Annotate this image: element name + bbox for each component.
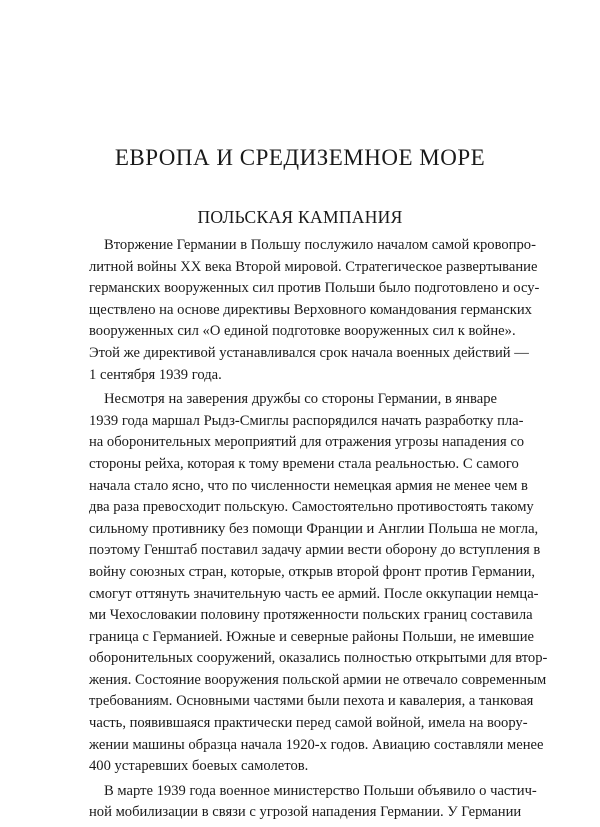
text-line: Вторжение Германии в Польшу послужило началом самой кровопро- xyxy=(104,237,536,253)
text-line: В марте 1939 года военное министерство Польши объявило о частич- xyxy=(104,782,537,799)
paragraph xyxy=(89,781,537,824)
paragraph xyxy=(89,235,540,386)
text-line: сильному противнику без помощи Франции и Англии Польша не могла, xyxy=(89,520,539,537)
paragraph xyxy=(89,389,548,778)
text-line: на оборонительных мероприятий для отражения угрозы нападения со xyxy=(89,434,525,451)
chapter-title: ЕВРОПА И СРЕДИЗЕМНОЕ МОРЕ xyxy=(114,145,486,170)
text-line: 400 устаревших боевых самолетов. xyxy=(89,758,309,775)
text-line: германских вооруженных сил против Польши было подготовлено и осу- xyxy=(89,280,540,297)
text-line: 1 сентября 1939 года. xyxy=(89,366,222,383)
text-line: два раза превосходит польскую. Самостоятельно противостоять такому xyxy=(89,499,534,516)
body-text xyxy=(89,235,548,827)
text-line: часть, появившаяся практически перед самой войной, имела на воору- xyxy=(89,715,528,732)
text-line: стороны рейха, которая к тому времени стала реальностью. С самого xyxy=(89,455,519,472)
text-line: начала стало ясно, что по численности немецкая армия не менее чем в xyxy=(89,477,528,494)
text-line: требованиям. Основными частями были пехота и кавалерия, а танковая xyxy=(89,693,534,710)
text-line: ществлено на основе директивы Верховного командования германских xyxy=(89,301,532,318)
text-line: граница с Германией. Южные и северные районы Польши, не имевшие xyxy=(89,628,534,645)
text-line: ми Чехословакии половину протяженности польских границ составила xyxy=(89,607,533,624)
text-line: ной мобилизации в связи с угрозой нападения Германии. У Германии xyxy=(89,804,522,821)
text-line: Этой же директивой устанавливался срок начала военных действий — xyxy=(89,344,529,361)
text-line: литной войны XX века Второй мировой. Стратегическое развертывание xyxy=(89,258,538,275)
text-line: жения. Состояние вооружения польской армии не отвечало современным xyxy=(89,671,547,688)
text-line: поэтому Генштаб поставил задачу армии вести оборону до вступления в xyxy=(89,542,541,559)
text-line: жении машины образца начала 1920-х годов. Авиацию составляли менее xyxy=(89,736,544,753)
text-line: Несмотря на заверения дружбы со стороны Германии, в январе xyxy=(104,391,497,408)
text-line: 1939 года маршал Рыдз-Смиглы распорядился начать разработку пла- xyxy=(89,412,524,429)
text-line: смогут оттянуть значительную часть ее армий. После оккупации немца- xyxy=(89,585,539,602)
text-line: войну союзных стран, которые, открыв второй фронт против Германии, xyxy=(89,563,536,580)
text-line: оборонительных сооружений, оказались полностью открытыми для втор- xyxy=(89,650,548,667)
section-title: ПОЛЬСКАЯ КАМПАНИЯ xyxy=(197,207,403,227)
text-line: вооруженных сил «О единой подготовке вооруженных сил к войне». xyxy=(89,323,516,340)
